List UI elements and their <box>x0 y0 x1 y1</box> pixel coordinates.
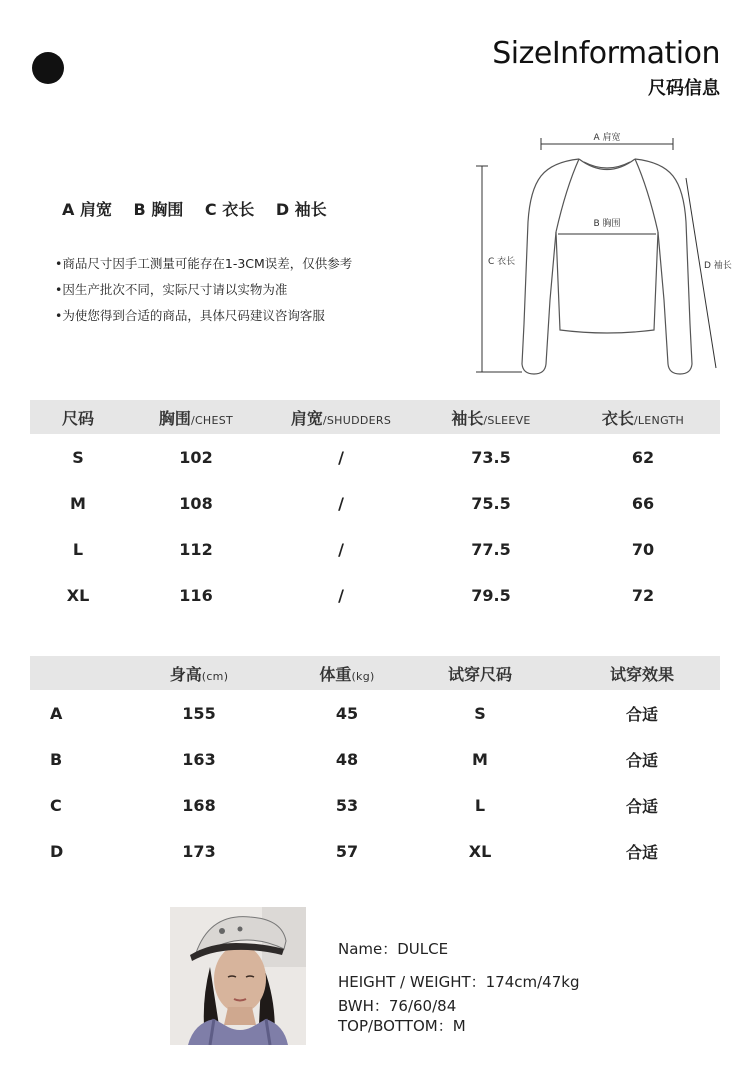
table-cell: 70 <box>631 539 655 559</box>
header-sleeve: 袖长/SLEEVE <box>451 408 531 428</box>
table-cell: 62 <box>631 447 655 467</box>
table-cell: 合适 <box>625 796 658 816</box>
table-cell: 合适 <box>625 704 658 724</box>
table-cell: 53 <box>335 795 359 815</box>
table-row <box>30 828 720 874</box>
table-cell: B <box>50 749 63 769</box>
model-top-bottom: TOP/BOTTOM：M <box>338 1017 466 1035</box>
table-cell: 168 <box>182 795 216 815</box>
table-cell: 合适 <box>625 750 658 770</box>
model-height-weight: HEIGHT / WEIGHT：174cm/47kg <box>338 973 580 991</box>
label-c-length: C 衣长 <box>488 257 516 267</box>
measurement-legend <box>62 197 343 220</box>
measure-lines <box>476 138 716 372</box>
table-cell: M <box>472 749 488 769</box>
legend-item: A 肩宽 <box>62 200 112 219</box>
table-cell: 48 <box>335 749 359 769</box>
size-table <box>30 400 720 618</box>
table-row <box>30 572 720 618</box>
table-cell: 合适 <box>625 842 658 862</box>
note-item: •因生产批次不同，实际尺寸请以实物为准 <box>55 282 288 297</box>
table-cell: / <box>338 585 344 605</box>
table-cell: XL <box>468 841 492 861</box>
size-table-header <box>30 400 720 434</box>
model-name: Name：DULCE <box>338 940 449 958</box>
table-cell: 57 <box>335 841 359 861</box>
table-cell: L <box>72 539 84 559</box>
page-subtitle: 尺码信息 <box>648 78 720 99</box>
tryon-table-header <box>30 656 720 690</box>
table-cell: 112 <box>179 539 213 559</box>
header-height: 身高(cm) <box>169 664 229 684</box>
table-cell: 73.5 <box>471 447 511 467</box>
header-weight: 体重(kg) <box>319 664 375 684</box>
table-cell: 155 <box>182 703 216 723</box>
table-row <box>30 690 720 736</box>
table-cell: 77.5 <box>471 539 511 559</box>
header-tried-size: 试穿尺码 <box>447 664 512 684</box>
legend-item: D 袖长 <box>275 200 327 219</box>
label-a-shoulder: A 肩宽 <box>593 133 621 143</box>
page-title: SizeInformation <box>492 36 720 71</box>
tryon-table <box>30 656 720 874</box>
table-row <box>30 434 720 480</box>
table-cell: 173 <box>182 841 216 861</box>
table-cell: 102 <box>179 447 213 467</box>
note-item: •商品尺寸因手工测量可能存在1-3CM误差，仅供参考 <box>55 256 353 271</box>
legend-item: B 胸围 <box>133 200 184 219</box>
note-item: •为使您得到合适的商品，具体尺码建议咨询客服 <box>55 308 325 323</box>
table-cell: C <box>50 795 62 815</box>
header-shoulder: 肩宽/SHUDDERS <box>290 408 392 428</box>
table-cell: 45 <box>335 703 359 723</box>
model-portrait-image <box>170 907 306 1045</box>
shirt-diagram <box>466 128 746 388</box>
table-cell: 163 <box>182 749 216 769</box>
shirt-outline <box>522 159 692 374</box>
table-cell: 72 <box>631 585 655 605</box>
legend-item: C 衣长 <box>204 200 255 219</box>
table-cell: 75.5 <box>471 493 511 513</box>
header-chest: 胸围/CHEST <box>158 408 234 428</box>
table-cell: / <box>338 493 344 513</box>
model-bwh: BWH：76/60/84 <box>338 997 457 1015</box>
table-cell: S <box>474 703 486 723</box>
table-cell: / <box>338 539 344 559</box>
table-row <box>30 736 720 782</box>
table-row <box>30 782 720 828</box>
table-cell: M <box>70 493 86 513</box>
table-cell: 66 <box>631 493 655 513</box>
label-d-sleeve: D 袖长 <box>704 261 732 271</box>
header-fit-result: 试穿效果 <box>609 664 674 684</box>
table-cell: A <box>50 703 63 723</box>
table-cell: 108 <box>179 493 213 513</box>
table-cell: L <box>474 795 486 815</box>
table-cell: 116 <box>179 585 213 605</box>
table-cell: D <box>50 841 64 861</box>
notes-list <box>55 256 352 334</box>
black-dot-decoration <box>32 52 64 84</box>
header-length: 衣长/LENGTH <box>601 408 685 428</box>
table-cell: 79.5 <box>471 585 511 605</box>
table-cell: S <box>72 447 84 467</box>
header-size: 尺码 <box>61 408 94 428</box>
table-row <box>30 526 720 572</box>
table-row <box>30 480 720 526</box>
table-cell: / <box>338 447 344 467</box>
table-cell: XL <box>66 585 90 605</box>
label-b-chest: B 胸围 <box>593 219 621 229</box>
model-photo <box>170 907 306 1045</box>
